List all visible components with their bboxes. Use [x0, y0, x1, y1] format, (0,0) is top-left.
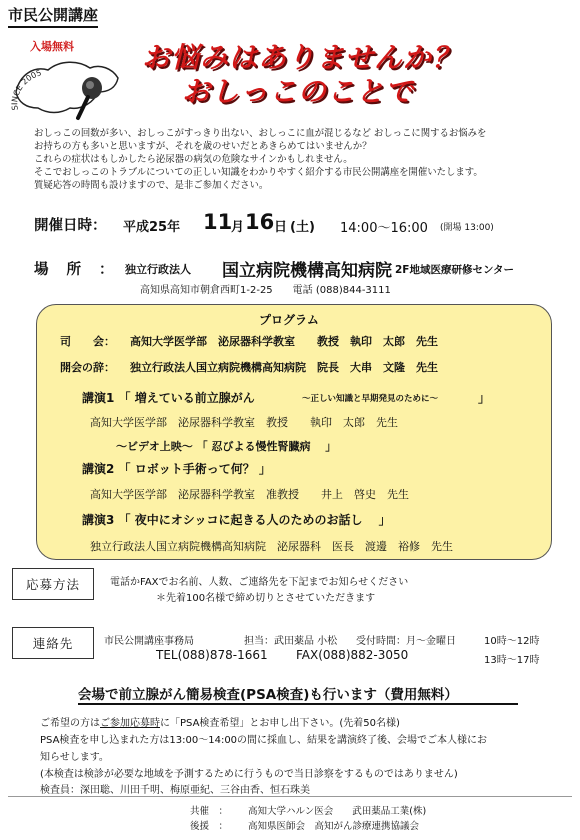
supporter-label: 後援 ：	[190, 821, 229, 832]
lecture1-subtitle: 〜正しい知識と早期発見のために〜	[302, 394, 439, 404]
date-open-time: (開場 13:00)	[440, 223, 494, 233]
apply-line1: 電話かFAXでお名前、人数、ご連絡先を下記までお知らせください	[110, 577, 409, 588]
supporters: 高知県医師会 高知がん診療連携協議会	[248, 821, 420, 832]
kochi-map-shape	[16, 62, 118, 112]
contact-hours1: 10時〜12時	[484, 636, 540, 647]
contact-hours-label: 受付時間：月〜金曜日	[356, 636, 456, 647]
intro-paragraph	[34, 127, 554, 192]
intro-line: お持ちの方も多いと思いますが、それを歳のせいだとあきらめてはいませんか？	[34, 141, 372, 152]
lecture3-title: 講演3 「 夜中にオシッコに起きる人のためのお話し 」	[82, 513, 391, 527]
program-title: プログラム	[259, 313, 319, 327]
lecture1-title: 講演1 「 増えている前立腺がん	[82, 391, 255, 405]
venue-org: 独立行政法人	[125, 263, 191, 276]
contact-label: 連絡先	[12, 627, 94, 659]
intro-line: おしっこの回数が多い、おしっこがすっきり出ない、おしっこに血が混じるなど おしっこに関するお悩みを	[34, 128, 487, 139]
screening-line1-post: に「PSA検査希望」とお申し出下さい。(先着50名様)	[160, 718, 400, 729]
apply-line2: ＊先着100名様で締め切りとさせていただきます	[156, 593, 376, 604]
footer-divider	[8, 796, 572, 797]
lecture1-close: 」	[478, 391, 491, 405]
lecture1-speaker: 高知大学医学部 泌尿器科学教室 教授 執印 太郎 先生	[90, 416, 398, 429]
chair-role: 司 会：	[60, 335, 115, 348]
screening-line4: (本検査は検診が必要な地域を予測するために行うもので当日診察をするものではありません)	[40, 769, 458, 780]
screening-line1	[40, 714, 400, 729]
intro-line: これらの症状はもしかしたら泌尿器の病気の危険なサインかもしれません。	[34, 154, 353, 165]
chair-person: 高知大学医学部 泌尿器科学教室 教授 執印 太郎 先生	[130, 335, 438, 348]
screening-line3: 知らせします。	[40, 752, 109, 763]
lecture2-speaker: 高知大学医学部 泌尿器科学教室 准教授 井上 啓史 先生	[90, 488, 409, 501]
date-time: 14:00〜16:00	[340, 221, 428, 236]
screening-line1-pre: ご希望の方は	[40, 718, 100, 729]
screening-line5: 検査員：深田聡、川田千明、梅原亜紀、三谷由香、恒石珠美	[40, 785, 310, 796]
venue-room: 2F地域医療研修センター	[395, 264, 515, 276]
date-label: 開催日時：	[34, 218, 107, 234]
opening-role: 開会の辞：	[60, 361, 115, 374]
intro-line: 質疑応答の時間も設けますので、是非ご参加ください。	[34, 180, 269, 191]
apply-method-label: 応募方法	[12, 568, 94, 600]
screening-underline	[78, 703, 518, 705]
opening-person: 独立行政法人国立病院機構高知病院 院長 大串 文隆 先生	[130, 361, 438, 374]
contact-person: 担当：武田薬品 小松	[244, 636, 338, 647]
screening-line1-underlined: ご参加応募時	[100, 718, 160, 729]
contact-office: 市民公開講座事務局	[104, 636, 194, 647]
series-title: 市民公開講座	[8, 4, 98, 28]
date-day-suffix: 日	[274, 220, 288, 235]
video-screening: 〜ビデオ上映〜 「 忍びよる慢性腎臓病 」	[116, 440, 337, 453]
contact-tel: TEL(088)878-1661	[156, 648, 268, 662]
sponsor-label: 共催 ：	[190, 806, 229, 817]
date-weekday: (土)	[290, 220, 315, 235]
intro-line: そこでおしっこのトラブルについての正しい知識をわかりやすく紹介する市民公開講座を開催いたします。	[34, 167, 483, 178]
lecture3-speaker: 独立行政法人国立病院機構高知病院 泌尿器科 医長 渡邊 裕修 先生	[90, 540, 453, 553]
screening-title: 会場で前立腺がん簡易検査(PSA検査)も行います（費用無料）	[78, 687, 458, 703]
screening-line2: PSA検査を申し込まれた方は13:00〜14:00の間に採血し、結果を講演終了後、会場でご本人様にお	[40, 735, 488, 746]
logo-since-text: SINCE 2005	[10, 68, 43, 111]
venue-address: 高知県高知市朝倉西町1-2-25 電話 (088)844-3111	[140, 285, 391, 296]
kochi-map-logo-icon	[8, 52, 126, 122]
headline-line1: お悩みはありませんか？	[142, 41, 462, 74]
date-era-year: 平成25年	[123, 220, 181, 235]
sponsors: 高知大学ハルン医会 武田薬品工業(株)	[248, 806, 427, 817]
date-month-suffix: 月	[231, 220, 245, 235]
date-day: 16	[245, 210, 275, 234]
lecture2-title: 講演2 「 ロボット手術って何？ 」	[82, 462, 271, 476]
venue-label: 場所：	[34, 262, 132, 278]
contact-hours2: 13時〜17時	[484, 655, 540, 666]
contact-fax: FAX(088)882-3050	[296, 648, 409, 662]
free-admission-badge: 入場無料	[30, 40, 74, 53]
date-month: 11	[203, 210, 233, 234]
venue-hospital: 国立病院機構高知病院	[222, 261, 392, 281]
headline-line2: おしっこのことで	[182, 75, 415, 108]
